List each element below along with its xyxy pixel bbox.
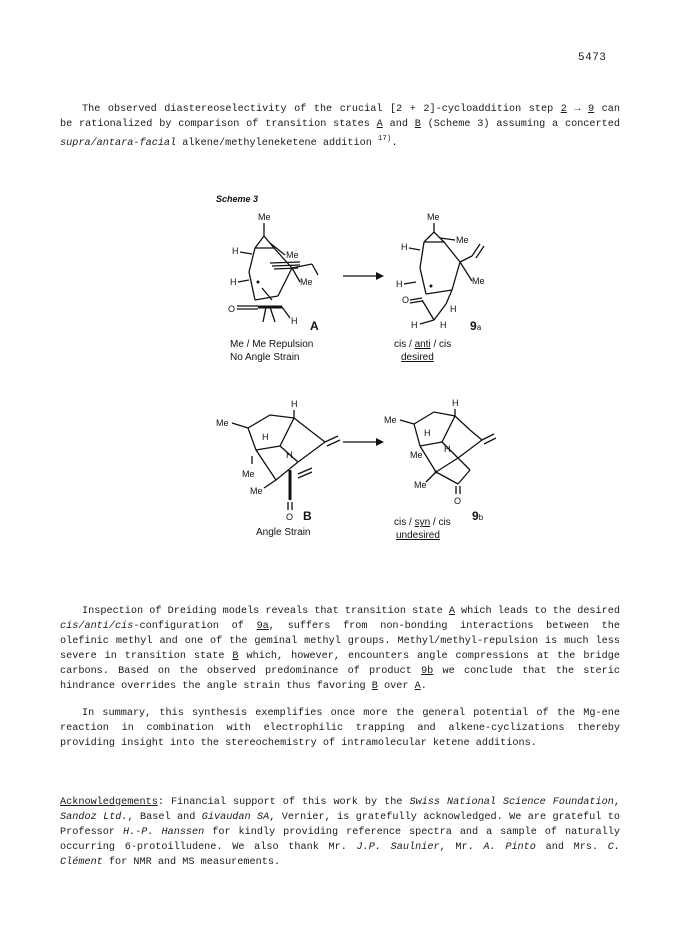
svg-text:H: H (230, 277, 237, 287)
svg-text:Me: Me (384, 415, 397, 425)
transition-state-b-structure (216, 399, 340, 522)
svg-text:Me: Me (286, 250, 299, 260)
scheme-3-figure (0, 175, 680, 545)
caption-9a-line1: cis / anti / cis (394, 339, 452, 350)
caption-ts-a-line1: Me / Me Repulsion (230, 339, 314, 350)
svg-text:Me: Me (258, 212, 271, 222)
svg-text:H: H (424, 428, 431, 438)
scheme-title: Scheme 3 (216, 194, 259, 204)
svg-text:H: H (262, 432, 269, 442)
transition-state-a-label: A (310, 319, 319, 333)
svg-text:H: H (444, 444, 451, 454)
svg-text:H: H (286, 450, 293, 460)
svg-text:H: H (450, 304, 457, 314)
product-9a-structure (396, 212, 485, 330)
paragraph-discussion: Inspection of Dreiding models reveals that transition state A which leads to the desired cis/anti/cis-configuration of 9a, suffers from non-bonding interactions between the olefinic methyl and one of the geminal methyl groups. Methyl/methyl-repulsion is much less severe in transition state B which, however, encounters angle compressions at the bridge carbons. Based on the observed predominance of product 9b we conclude that the steric hindrance overrides the angle strain thus favoring B over A. (60, 606, 621, 692)
svg-text:H: H (401, 242, 408, 252)
product-9a-label: 9a (470, 319, 482, 333)
acknowledgements: Acknowledgements: Financial support of this work by the Swiss National Science Foundation, Sandoz Ltd., Basel and Givaudan SA, Vernier, is gratefully acknowledged. We are grateful to Professor H.-P. Hanssen for kindly providing reference spectra and a sample of naturally occurring 6-protoilludene. We also thank Mr. J.P. Saulnier, Mr. A. Pinto and Mrs. C. Clément for NMR and MS measurements. (60, 797, 620, 868)
svg-text:Me: Me (242, 469, 255, 479)
page-number: 5473 (578, 52, 607, 64)
svg-text:Me: Me (472, 276, 485, 286)
reaction-arrow-a (343, 272, 384, 280)
acknowledgements-heading: Acknowledgements (60, 797, 158, 808)
caption-9b-line2: undesired (396, 530, 440, 541)
svg-text:Me: Me (300, 277, 313, 287)
svg-text:O: O (402, 295, 410, 305)
caption-9a-line2: desired (401, 352, 434, 363)
svg-text:H: H (440, 320, 447, 330)
transition-state-a-structure (228, 212, 318, 326)
svg-text:O: O (228, 304, 236, 314)
svg-text:H: H (291, 316, 298, 326)
svg-text:O: O (286, 512, 294, 522)
product-9b-structure (384, 398, 496, 506)
caption-ts-b: Angle Strain (256, 527, 311, 538)
caption-ts-a-line2: No Angle Strain (230, 352, 300, 363)
svg-text:H: H (452, 398, 459, 408)
svg-text:O: O (454, 496, 462, 506)
svg-text:Me: Me (216, 418, 229, 428)
svg-text:H: H (291, 399, 298, 409)
svg-text:Me: Me (427, 212, 440, 222)
svg-text:H: H (396, 279, 403, 289)
transition-state-b-label: B (303, 509, 312, 523)
svg-text:H: H (411, 320, 418, 330)
svg-text:Me: Me (456, 235, 469, 245)
reaction-arrow-b (343, 438, 384, 446)
product-9b-label: 9b (472, 509, 484, 523)
caption-9b-line1: cis / syn / cis (394, 517, 451, 528)
svg-text:H: H (232, 246, 239, 256)
paragraph-intro: The observed diastereoselectivity of the crucial [2 + 2]-cycloaddition step 2 → 9 can be rationalized by comparison of transition states A and B (Scheme 3) assuming a concerted supra/antara-facial alkene/methyleneketene addition $^{17)}$. (60, 104, 620, 149)
svg-text:Me: Me (410, 450, 423, 460)
svg-text:Me: Me (250, 486, 263, 496)
svg-text:Me: Me (414, 480, 427, 490)
paragraph-summary: In summary, this synthesis exemplifies once more the general potential of the Mg-ene reaction in combination with electrophilic trapping and alkene-cyclizations thereby providing insight into the stereochemistry of intramolecular ketene additions. (60, 708, 620, 749)
